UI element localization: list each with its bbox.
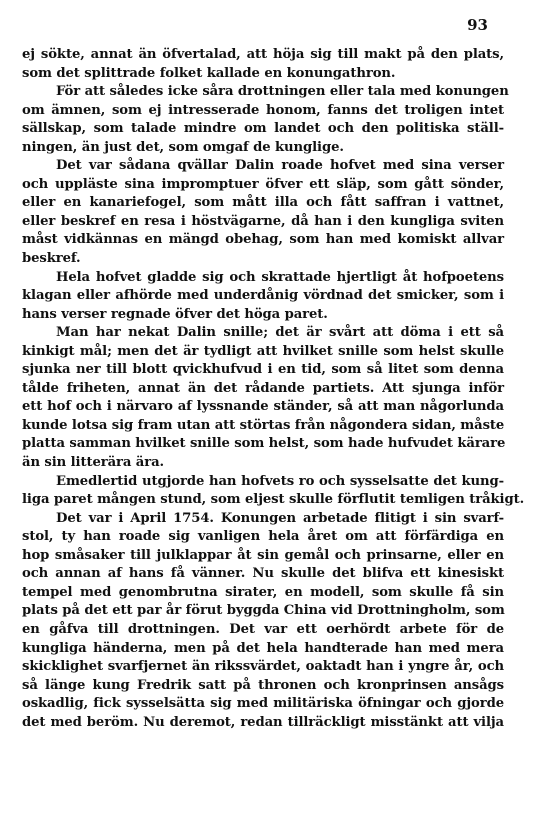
text-line: och uppläste sina impromptuer öfver ett släp, som gått sönder, bbox=[22, 176, 504, 192]
text-line: ej sökte, annat än öfvertalad, att höja sig till makt på den plats, bbox=[22, 47, 504, 62]
text-line: eller en kanariefogel, som mått illa och fått saffran i vattnet, bbox=[22, 195, 504, 211]
text-line: Man har nekat Dalin snille; det är svårt att döma i ett så bbox=[56, 325, 504, 341]
text-line: kinkigt mål; men det är tydligt att hvilket snille som helst skulle bbox=[22, 343, 504, 359]
text-line: platta samman hvilket snille som helst, som hade hufvudet kärare bbox=[22, 436, 506, 452]
text-line: kunde lotsa sig fram utan att störtas från någondera sidan, måste bbox=[22, 417, 505, 433]
text-line: sjunka ner till blott qvickhufvud i en tid, som så litet som denna bbox=[22, 362, 504, 378]
text-line: För att således icke såra drottningen eller tala med konungen bbox=[56, 84, 509, 100]
text-line: beskref. bbox=[22, 251, 81, 267]
text-line: skicklighet svarfjernet än rikssvärdet, oaktadt han i yngre år, och bbox=[22, 659, 504, 675]
text-line: plats på det ett par år förut byggda China vid Drottningholm, som bbox=[22, 603, 505, 619]
text-line: måst vidkännas en mängd obehag, som han med komiskt allvar bbox=[22, 232, 504, 248]
text-line: Det var i April 1754. Konungen arbetade flitigt i sin svarf- bbox=[56, 510, 504, 526]
text-line: Emedlertid utgjorde han hofvets ro och sysselsatte det kung- bbox=[56, 473, 504, 489]
text-line: tempel med genombrutna sirater, en modell, som skulle få sin bbox=[22, 584, 504, 600]
text-line: eller beskref en resa i höstvägarne, då han i den kungliga sviten bbox=[22, 213, 504, 229]
text-line: det med beröm. Nu deremot, redan tillräckligt misstänkt att vilja bbox=[22, 714, 504, 730]
text-line: liga paret mången stund, som eljest skulle förflutit temligen tråkigt. bbox=[22, 492, 525, 508]
text-line: hans verser regnade öfver det höga paret. bbox=[22, 306, 328, 322]
text-line: om ämnen, som ej intresserade honom, fanns det troligen intet bbox=[22, 102, 504, 118]
text-line: än sin litterära ära. bbox=[22, 455, 165, 471]
text-line: en gåfva till drottningen. Det var ett oerhördt arbete för de bbox=[22, 621, 504, 637]
page-number: 93 bbox=[467, 16, 488, 34]
text-line: ningen, än just det, som omgaf de kunglige. bbox=[22, 139, 344, 155]
text-line: som det splittrade folket kallade en konungathron. bbox=[22, 65, 396, 81]
body-text bbox=[22, 46, 525, 732]
text-line: ett hof och i närvaro af lyssnande ständer, så att man någorlunda bbox=[22, 399, 504, 415]
text-line: klagan eller afhörde med underdånig vördnad det smicker, som i bbox=[22, 288, 504, 304]
text-line: kungliga händerna, men på det hela handterade han med mera bbox=[22, 640, 504, 656]
text-line: tålde friheten, annat än det rådande partiets. Att sjunga inför bbox=[22, 380, 504, 396]
text-line: stol, ty han roade sig vanligen hela året om att förfärdiga en bbox=[22, 529, 504, 545]
text-line: så länge kung Fredrik satt på thronen och kronprinsen ansågs bbox=[22, 677, 504, 693]
text-line: och annan af hans få vänner. Nu skulle det blifva ett kinesiskt bbox=[22, 566, 504, 582]
text-line: sällskap, som talade mindre om landet och den politiska ställ- bbox=[22, 121, 504, 137]
text-line: Det var sådana qvällar Dalin roade hofvet med sina verser bbox=[56, 158, 504, 174]
text-line: oskadlig, fick sysselsätta sig med militäriska öfningar och gjorde bbox=[22, 696, 504, 712]
text-line: hop småsaker till julklappar åt sin gemål och prinsarne, eller en bbox=[22, 547, 504, 563]
text-line: Hela hofvet gladde sig och skrattade hjertligt åt hofpoetens bbox=[56, 269, 504, 285]
